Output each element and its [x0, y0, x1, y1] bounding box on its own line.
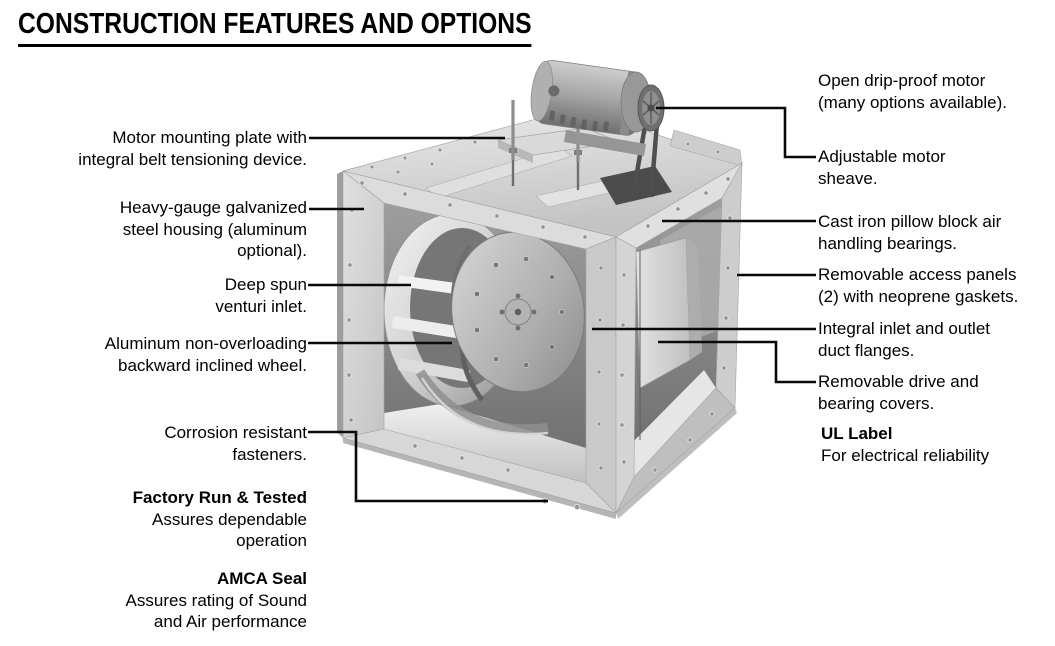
callout-line: Adjustable motor [818, 147, 946, 166]
callout-line: steel housing (aluminum [122, 219, 307, 239]
callout-line: Heavy-gauge galvanized [119, 198, 307, 217]
callout-line: duct flanges. [818, 340, 915, 360]
callout-heading: UL Label [821, 424, 893, 443]
callout-motor-mounting-plate [78, 127, 307, 170]
callout-line: backward inclined wheel. [118, 355, 307, 375]
callout-line: (many options available). [818, 92, 1007, 112]
callout-line: Integral inlet and outlet [818, 319, 991, 338]
callout-line: Assures dependable [151, 509, 307, 529]
callout-heading: AMCA Seal [216, 569, 307, 588]
callout-line: Removable drive and [818, 372, 979, 391]
callout-line: handling bearings. [818, 233, 957, 253]
callout-line: Motor mounting plate with [112, 128, 307, 147]
callout-venturi-inlet [215, 274, 307, 317]
callout-line: Aluminum non-overloading [104, 334, 307, 353]
callout-line: operation [236, 531, 307, 550]
housing-left-edge [337, 171, 343, 438]
callout-line: Removable access panels [818, 265, 1017, 284]
callout-factory-run-tested [133, 487, 307, 552]
callout-line: bearing covers. [818, 393, 935, 413]
callout-line: Assures rating of Sound [125, 590, 307, 610]
callout-line: venturi inlet. [215, 296, 307, 316]
callout-drive-bearing-covers [818, 371, 979, 414]
callout-line: and Air performance [153, 612, 307, 631]
callout-fasteners [164, 422, 307, 465]
callout-open-drip-proof-motor [818, 70, 1007, 113]
callout-heading: Factory Run & Tested [132, 488, 307, 507]
callout-line: Open drip-proof motor [818, 71, 986, 90]
callout-line: integral belt tensioning device. [78, 149, 307, 169]
callout-line: fasteners. [232, 444, 307, 464]
callout-duct-flanges [818, 318, 990, 361]
fan-housing [337, 108, 742, 519]
callout-adjustable-sheave [818, 146, 946, 189]
callout-access-panels [818, 264, 1018, 307]
callout-ul-label [821, 423, 989, 466]
callout-line: (2) with neoprene gaskets. [818, 286, 1019, 306]
callout-line: Deep spun [224, 275, 307, 294]
callout-line: optional). [237, 241, 307, 260]
callout-amca-seal [126, 568, 307, 633]
callout-wheel [105, 333, 307, 376]
callout-line: Corrosion resistant [164, 423, 307, 442]
callout-line: For electrical reliability [821, 445, 990, 465]
callout-line: Cast iron pillow block air [818, 212, 1002, 231]
callout-line: sheave. [818, 168, 878, 188]
page-title: CONSTRUCTION FEATURES AND OPTIONS [18, 8, 532, 47]
callout-housing [120, 197, 307, 262]
callout-pillow-block-bearings [818, 211, 1001, 254]
